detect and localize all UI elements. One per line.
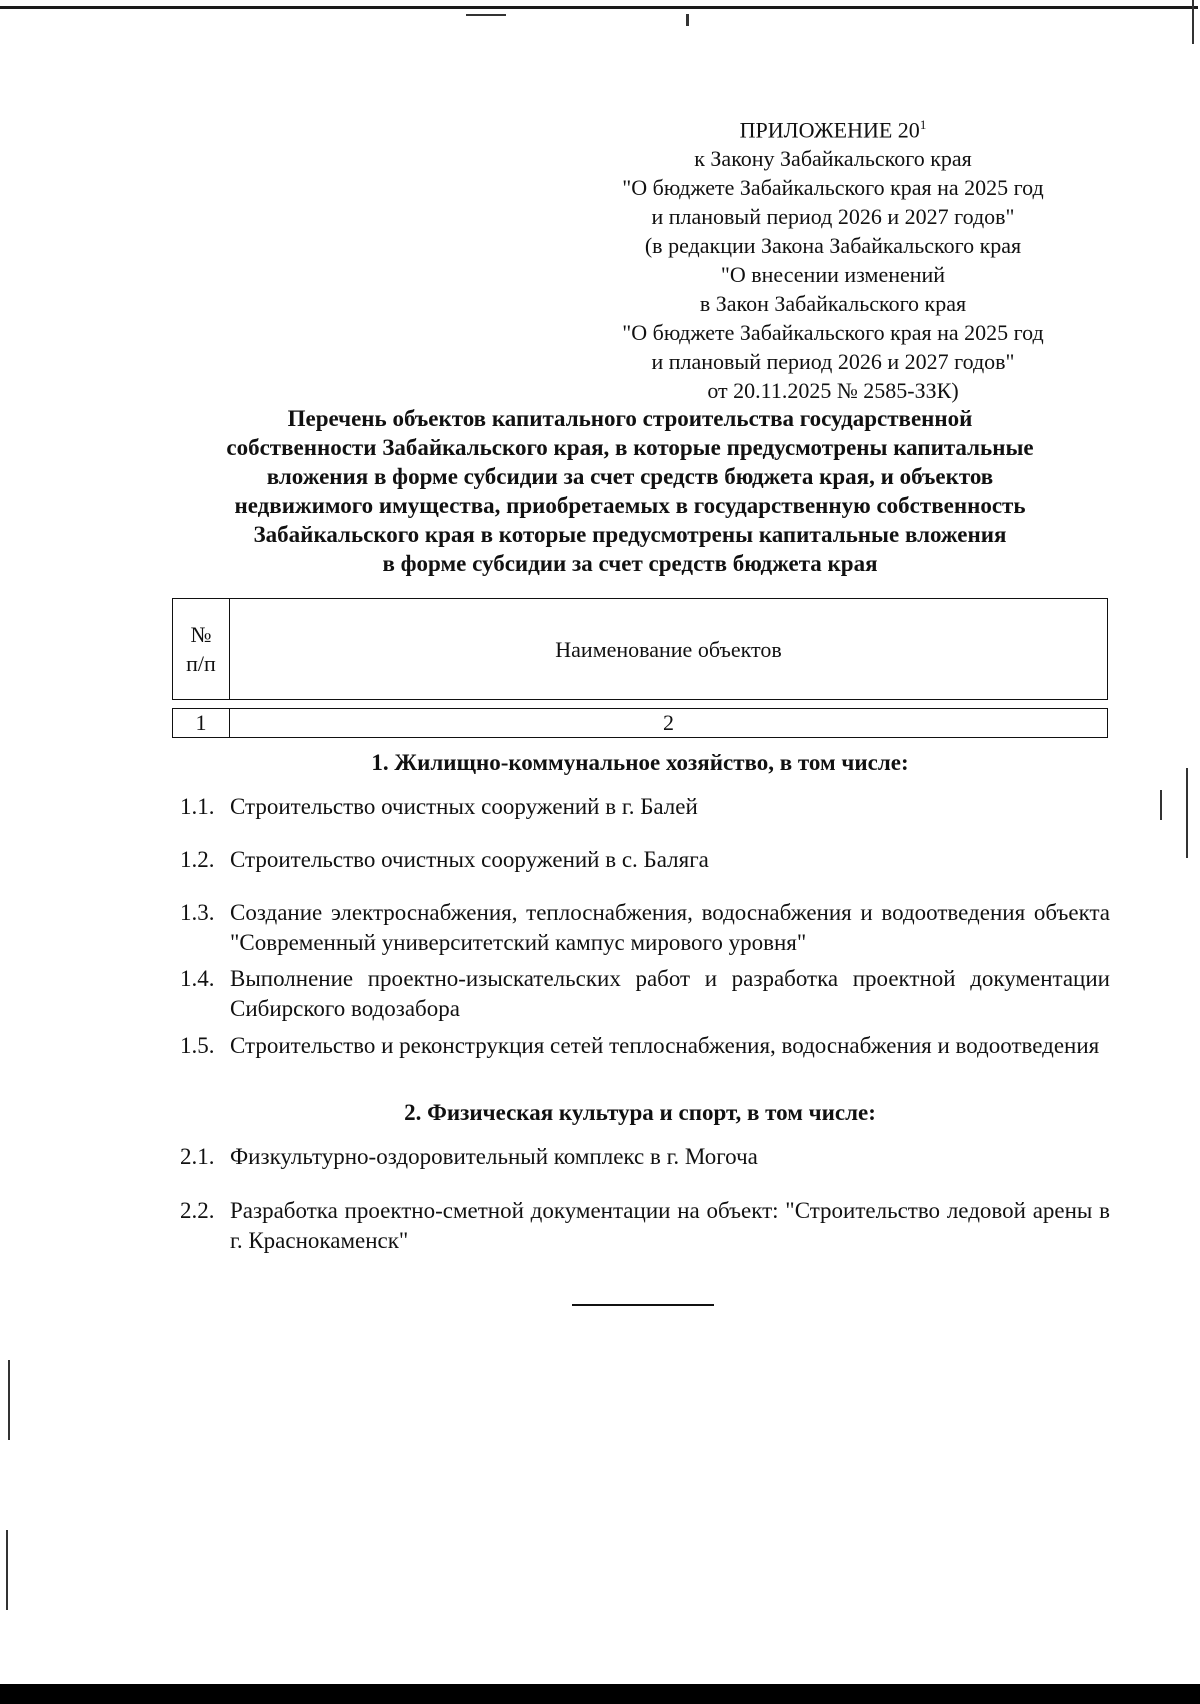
header-line: от 20.11.2025 № 2585-ЗЗК) xyxy=(707,378,959,404)
item-text: Разработка проектно-сметной документации на объект: "Строительство ледовой арены в г. Краснокаменск" xyxy=(230,1198,1110,1253)
scan-edge-mark xyxy=(8,1360,10,1440)
scan-speck xyxy=(466,14,506,16)
list-item xyxy=(180,845,1110,875)
item-number: 1.4. xyxy=(180,966,215,991)
header-line: и плановый период 2026 и 2027 годов" xyxy=(651,349,1015,375)
list-item xyxy=(180,964,1110,1024)
col-name-header: Наименование объектов xyxy=(230,599,1108,700)
header-line: "О внесении изменений xyxy=(720,262,946,288)
list-item xyxy=(180,1142,1110,1172)
item-number: 2.2. xyxy=(180,1198,215,1223)
col-name-index: 2 xyxy=(230,709,1108,738)
col-number-header: № п/п xyxy=(173,599,230,700)
appendix-header xyxy=(556,110,1110,405)
item-text: Физкультурно-оздоровительный комплекс в г. Могоча xyxy=(230,1144,758,1169)
table-header xyxy=(172,598,1108,700)
header-line: и плановый период 2026 и 2027 годов" xyxy=(651,204,1015,230)
title-line: Перечень объектов капитального строительства государственной xyxy=(287,406,973,431)
header-line: "О бюджете Забайкальского края на 2025 год xyxy=(622,175,1044,201)
header-line: (в редакции Закона Забайкальского края xyxy=(644,233,1022,259)
title-line: Забайкальского края в которые предусмотрены капитальные вложения xyxy=(253,522,1007,547)
scan-edge-mark xyxy=(1192,0,1194,44)
scan-top-border xyxy=(0,6,1198,9)
item-number: 1.5. xyxy=(180,1033,215,1058)
item-text: Создание электроснабжения, теплоснабжения, водоснабжения и водоотведения объекта "Современный университетский кампус мирового уровня" xyxy=(230,900,1110,955)
item-number: 1.2. xyxy=(180,847,215,872)
list-item xyxy=(180,898,1110,958)
title-line: в форме субсидии за счет средств бюджета края xyxy=(382,551,878,576)
list-item xyxy=(180,1031,1110,1061)
item-number: 2.1. xyxy=(180,1144,215,1169)
item-number: 1.1. xyxy=(180,794,215,819)
header-line: в Закон Забайкальского края xyxy=(699,291,967,317)
item-text: Строительство очистных сооружений в г. Балей xyxy=(230,794,698,819)
section-title: 2. Физическая культура и спорт, в том числе: xyxy=(404,1100,876,1125)
item-text: Выполнение проектно-изыскательских работ и разработка проектной документации Сибирского водозабора xyxy=(230,966,1110,1021)
item-number: 1.3. xyxy=(180,900,215,925)
title-line: вложения в форме субсидии за счет средств бюджета края, и объектов xyxy=(266,464,994,489)
list-item xyxy=(180,792,1110,822)
end-separator xyxy=(572,1304,714,1306)
item-text: Строительство и реконструкция сетей теплоснабжения, водоснабжения и водоотведения xyxy=(230,1033,1100,1058)
section-title: 1. Жилищно-коммунальное хозяйство, в том числе: xyxy=(371,750,909,775)
scan-edge-mark xyxy=(1186,768,1188,858)
scan-edge-mark xyxy=(1160,790,1162,820)
scan-edge-mark xyxy=(6,1530,8,1610)
document-title xyxy=(150,404,1110,578)
appendix-title: ПРИЛОЖЕНИЕ $20^1$ xyxy=(739,117,927,143)
title-line: недвижимого имущества, приобретаемых в государственную собственность xyxy=(234,493,1026,518)
scan-bottom-border xyxy=(0,1684,1200,1704)
table-column-numbers xyxy=(172,708,1108,738)
scan-speck xyxy=(686,14,689,26)
header-line: к Закону Забайкальского края xyxy=(694,146,972,172)
list-item xyxy=(180,1196,1110,1256)
title-line: собственности Забайкальского края, в которые предусмотрены капитальные xyxy=(226,435,1034,460)
item-text: Строительство очистных сооружений в с. Баляга xyxy=(230,847,709,872)
col-number-index: 1 xyxy=(173,709,230,738)
header-line: "О бюджете Забайкальского края на 2025 год xyxy=(622,320,1044,346)
